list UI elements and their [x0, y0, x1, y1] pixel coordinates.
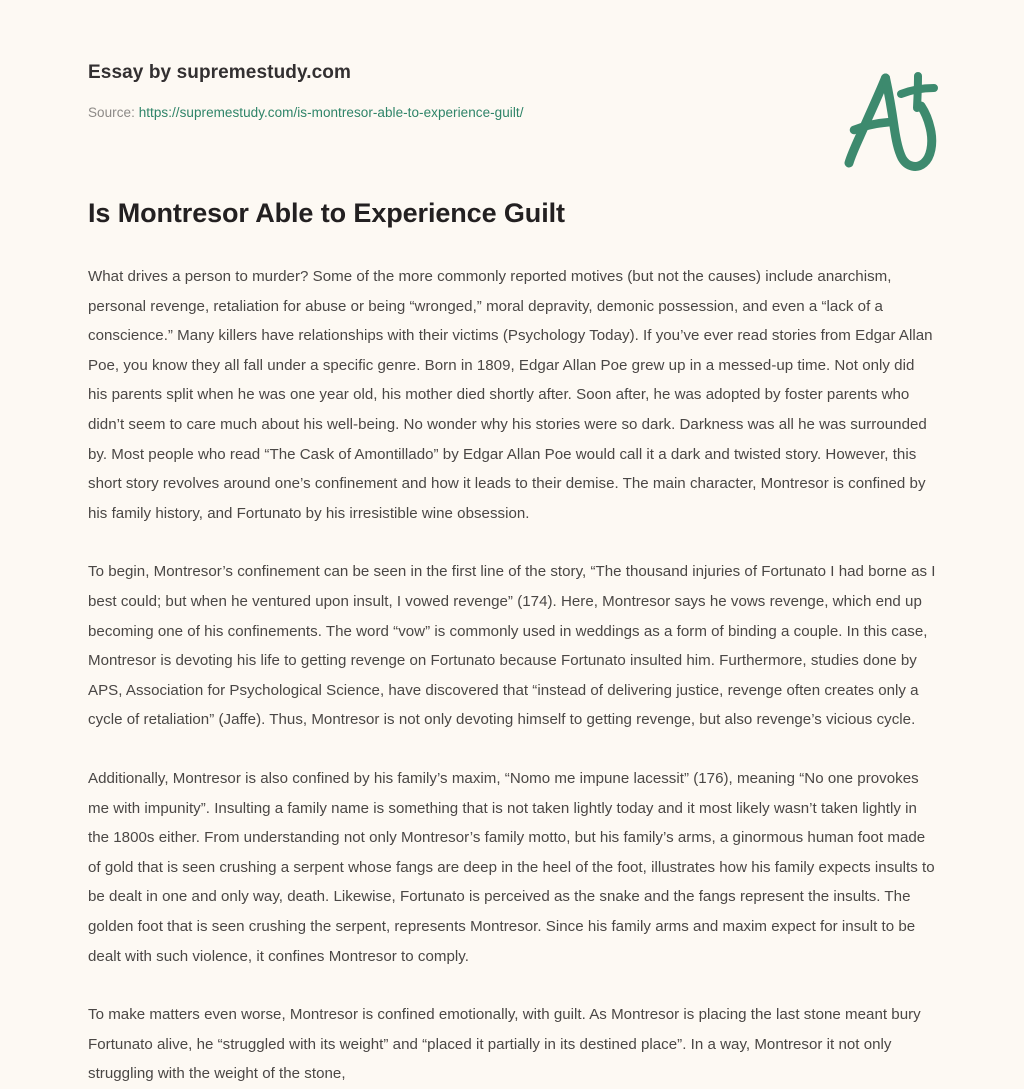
source-label: Source:	[88, 104, 135, 120]
paragraph: To begin, Montresor’s confinement can be seen in the first line of the story, “The thousand injuries of Fortunato I had borne as I best could; but when he ventured upon insult, I vowed revenge” (174). Here, Montresor says he vows revenge, which end up becoming one of his confinements. The word “vow” is commonly used in weddings as a form of binding a couple. In this case, Montresor is devoting his life to getting revenge on Fortunato because Fortunato insulted him. Furthermore, studies done by APS, Association for Psychological Science, have discovered that “instead of delivering justice, revenge often creates only a cycle of retaliation” (Jaffe). Thus, Montresor is not only devoting himself to getting revenge, but also revenge’s vicious cycle.	[88, 563, 936, 729]
page-title: Is Montresor Able to Experience Guilt	[88, 198, 565, 229]
article	[0, 121, 1024, 1089]
page-header	[0, 0, 1024, 121]
source-url-link[interactable]: https://supremestudy.com/is-montresor-able-to-experience-guilt/	[138, 104, 524, 120]
brand-byline: Essay by supremestudy.com	[88, 62, 351, 83]
a-plus-logo[interactable]	[835, 68, 950, 180]
paragraph: Additionally, Montresor is also confined by his family’s maxim, “Nomo me impune lacessit” (176), meaning “No one provokes me with impunity”. Insulting a family name is something that is not taken lightly today and it most likely wasn’t taken lightly in the 1800s either. From understanding not only Montresor’s family motto, but his family’s arms, a ginormous human foot made of gold that is seen crushing a serpent whose fangs are deep in the heel of the foot, illustrates how his family expects insults to be dealt in one and only way, death. Likewise, Fortunato is perceived as the snake and the fangs represent the insults. The golden foot that is seen crushing the serpent, represents Montresor. Since his family arms and maxim expect for insult to be dealt with such violence, it confines Montresor to comply.	[88, 770, 935, 965]
paragraph: To make matters even worse, Montresor is confined emotionally, with guilt. As Montresor is placing the last stone meant bury Fortunato alive, he “struggled with its weight” and “placed it partially in its destined place”. In a way, Montresor it not only struggling with the weight of the stone,	[88, 1006, 921, 1083]
source-line	[88, 104, 936, 122]
paragraph: What drives a person to murder? Some of the more commonly reported motives (but not the causes) include anarchism, personal revenge, retaliation for abuse or being “wronged,” moral depravity, demonic possession, and even a “lack of a conscience.” Many killers have relationships with their victims (Psychology Today). If you’ve ever read stories from Edgar Allan Poe, you know they all fall under a specific genre. Born in 1809, Edgar Allan Poe grew up in a messed-up time. Not only did his parents split when he was one year old, his mother died shortly after. Soon after, he was adopted by foster parents who didn’t seem to care much about his well-being. No wonder why his stories were so dark. Darkness was all he was surrounded by. Most people who read “The Cask of Amontillado” by Edgar Allan Poe would call it a dark and twisted story. However, this short story revolves around one’s confinement and how it leads to their demise. The main character, Montresor is confined by his family history, and Fortunato by his irresistible wine obsession.	[88, 268, 933, 522]
a-plus-logo-icon	[835, 68, 950, 180]
article-body	[88, 231, 936, 1089]
